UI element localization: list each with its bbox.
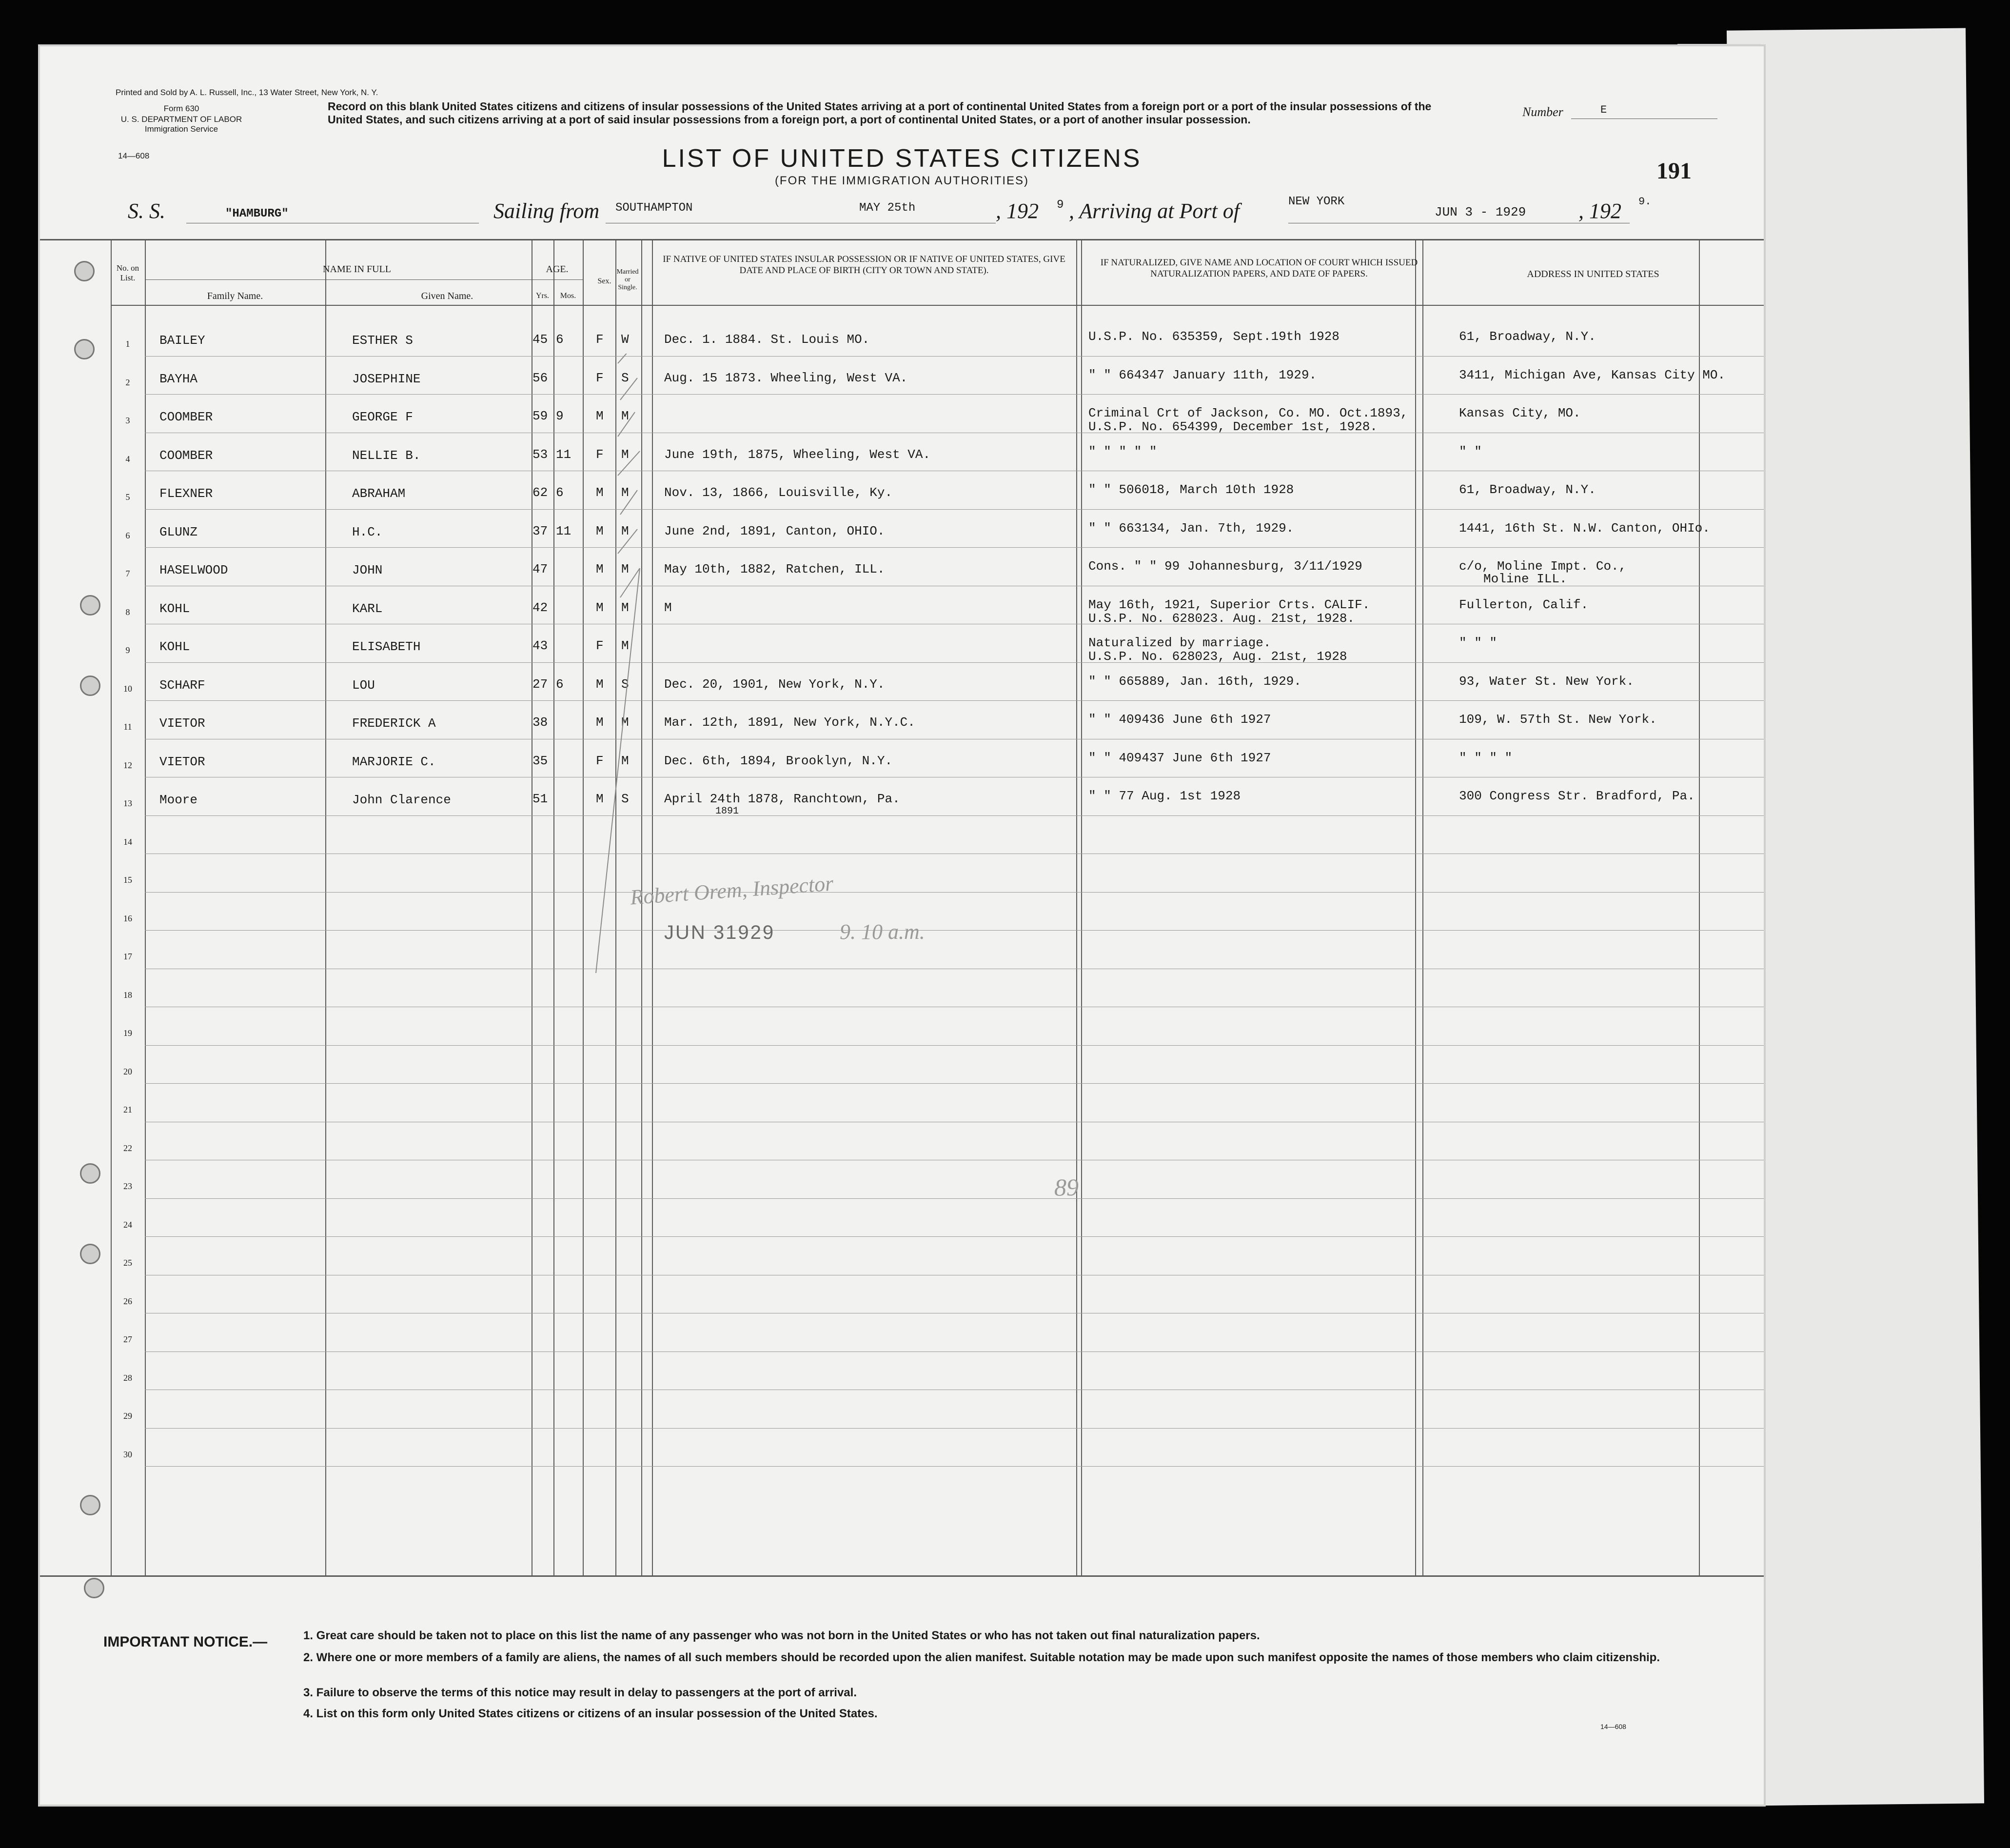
form-code: 14—608: [118, 151, 150, 160]
birth-details: May 10th, 1882, Ratchen, ILL.: [664, 562, 885, 576]
family-name: KOHL: [159, 639, 190, 654]
row-number: 19: [123, 1028, 132, 1038]
page-subtitle: (FOR THE IMMIGRATION AUTHORITIES): [774, 174, 1029, 187]
age-subheader-line: [532, 279, 583, 280]
table-bottom-border: [40, 1575, 1764, 1577]
punch-hole-icon: [80, 595, 100, 616]
sex: M: [596, 792, 604, 806]
inspection-date-stamp: JUN 31929: [664, 922, 775, 943]
address: 61, Broadway, N.Y.: [1459, 482, 1596, 497]
row-rule: [145, 547, 1764, 548]
age-years: 37: [532, 523, 548, 538]
row-rule: [145, 356, 1764, 357]
sailing-date: MAY 25th: [859, 201, 916, 215]
naturalization-details-line2: U.S.P. No. 628023. Aug. 21st, 1928.: [1088, 611, 1355, 626]
family-name: VIETOR: [159, 716, 205, 731]
notice-item-2: 2. Where one or more members of a family are aliens, the names of all such members should be recorded upon the alien manifest. Suitable notation may be made upon such manifest opposite the names of those members who claim citizenship.: [303, 1651, 1660, 1664]
arriving-port: NEW YORK: [1288, 195, 1345, 208]
row-number: 7: [125, 569, 130, 578]
column-divider: [145, 239, 146, 1575]
punch-hole-icon: [80, 1244, 100, 1264]
birth-details: April 24th 1878, Ranchtown, Pa.: [664, 792, 900, 806]
marital-status: M: [621, 753, 629, 768]
address: 61, Broadway, N.Y.: [1459, 329, 1596, 344]
address: c/o, Moline Impt. Co.,: [1459, 559, 1627, 574]
service: Immigration Service: [144, 124, 218, 134]
footer-form-code: 14—608: [1600, 1723, 1626, 1730]
row-number: 25: [123, 1258, 132, 1268]
col-given-header: Given Name.: [421, 291, 473, 301]
arriving-date-stamp: JUN 3 - 1929: [1435, 205, 1526, 219]
age-years: 47: [532, 562, 548, 576]
number-label: Number: [1522, 105, 1563, 119]
row-rule: [145, 1083, 1764, 1084]
col-married-header: Married or Single.: [616, 268, 639, 291]
form-number: Form 630: [163, 104, 199, 113]
marital-status: M: [621, 715, 629, 730]
row-number: 2: [125, 377, 130, 387]
age-months: 11: [556, 523, 571, 538]
family-name: FLEXNER: [159, 486, 213, 501]
marital-status: M: [621, 485, 629, 500]
birth-details: Dec. 6th, 1894, Brooklyn, N.Y.: [664, 753, 893, 768]
row-number: 28: [123, 1372, 132, 1383]
inspector-signature: Robert Orem, Inspector: [629, 871, 834, 910]
naturalization-details: Naturalized by marriage.: [1088, 636, 1271, 650]
col-address-header: ADDRESS IN UNITED STATES: [1527, 269, 1659, 279]
sex: M: [596, 409, 604, 423]
address: " " ": [1459, 636, 1498, 650]
column-divider: [1415, 239, 1416, 1575]
marital-status: M: [621, 409, 629, 423]
family-name: SCHARF: [159, 677, 205, 693]
table-header-bottom: [111, 305, 1764, 306]
row-number: 1: [125, 339, 130, 349]
column-divider: [553, 239, 554, 1575]
row-number: 8: [125, 607, 130, 617]
sex: M: [596, 485, 604, 500]
given-name: JOSEPHINE: [352, 371, 421, 386]
age-years: 43: [532, 638, 548, 653]
col-birth-header: IF NATIVE OF UNITED STATES INSULAR POSSESSION OR IF NATIVE OF UNITED STATES, GIVE DATE AND PLACE OF BIRTH (CITY OR TOWN AND STATE).: [663, 254, 1065, 276]
age-years: 38: [532, 715, 548, 730]
given-name: ELISABETH: [352, 639, 421, 654]
row-rule: [145, 1198, 1764, 1199]
given-name: FREDERICK A: [352, 716, 436, 731]
inspection-time: 9. 10 a.m.: [840, 920, 925, 944]
punch-hole-icon: [74, 339, 95, 359]
naturalization-details: " " 665889, Jan. 16th, 1929.: [1088, 674, 1301, 689]
page-title: LIST OF UNITED STATES CITIZENS: [662, 144, 1142, 173]
address-line2: Moline ILL.: [1483, 572, 1567, 586]
row-number: 3: [125, 416, 130, 425]
birth-details: Nov. 13, 1866, Louisville, Ky.: [664, 485, 893, 500]
given-name: NELLIE B.: [352, 448, 421, 463]
sailing-from: SOUTHAMPTON: [615, 201, 693, 215]
row-number: 12: [123, 760, 132, 770]
given-name: GEORGE F: [352, 410, 413, 424]
birth-details: June 2nd, 1891, Canton, OHIO.: [664, 523, 885, 538]
row-number: 6: [125, 530, 130, 540]
row-rule: [145, 394, 1764, 395]
family-name: BAYHA: [159, 371, 198, 386]
sex: F: [596, 753, 604, 768]
birth-details: June 19th, 1875, Wheeling, West VA.: [664, 447, 931, 462]
row-number: 14: [123, 836, 132, 847]
column-divider: [1422, 239, 1423, 1575]
manifest-page: [40, 46, 1764, 1805]
row-number: 29: [123, 1411, 132, 1421]
family-name: COOMBER: [159, 448, 213, 463]
row-number: 21: [123, 1105, 132, 1114]
row-number: 22: [123, 1143, 132, 1153]
sex: F: [596, 638, 604, 653]
row-rule: [145, 1351, 1764, 1352]
address: 109, W. 57th St. New York.: [1459, 712, 1657, 727]
given-name: MARJORIE C.: [352, 754, 436, 769]
pencil-check-marks: [591, 354, 659, 988]
address: Kansas City, MO.: [1459, 406, 1581, 420]
naturalization-details: Criminal Crt of Jackson, Co. MO. Oct.1893,: [1088, 406, 1408, 420]
naturalization-details-line2: U.S.P. No. 654399, December 1st, 1928.: [1088, 419, 1378, 434]
naturalization-details: " " 409436 June 6th 1927: [1088, 712, 1271, 727]
given-name: LOU: [352, 677, 375, 693]
row-number: 4: [125, 454, 130, 464]
punch-hole-icon: [80, 1495, 100, 1515]
age-years: 42: [532, 600, 548, 615]
sex: M: [596, 715, 604, 730]
address: 93, Water St. New York.: [1459, 674, 1634, 689]
family-name: GLUNZ: [159, 524, 198, 539]
birth-details: M: [664, 600, 672, 615]
row-rule: [145, 892, 1764, 893]
row-number: 5: [125, 492, 130, 502]
family-name: KOHL: [159, 601, 190, 616]
row-number: 11: [123, 722, 132, 732]
birth-details: Dec. 20, 1901, New York, N.Y.: [664, 676, 885, 692]
punch-hole-icon: [74, 261, 95, 281]
given-name: JOHN: [352, 563, 383, 577]
row-rule: [145, 1466, 1764, 1467]
sex: F: [596, 370, 604, 385]
department: U. S. DEPARTMENT OF LABOR: [120, 115, 242, 124]
sex: F: [596, 447, 604, 462]
given-name: KARL: [352, 601, 383, 616]
address: " " " ": [1459, 750, 1513, 765]
col-sex-header: Sex.: [597, 277, 611, 285]
col-name-header: NAME IN FULL: [323, 264, 391, 275]
naturalization-details: " " 506018, March 10th 1928: [1088, 482, 1294, 497]
naturalization-details: " " 409437 June 6th 1927: [1088, 750, 1271, 765]
punch-hole-icon: [80, 1163, 100, 1184]
given-name: John Clarence: [352, 793, 451, 807]
arriving-year-prefix: , 192: [1578, 199, 1621, 223]
row-number: 10: [123, 683, 132, 694]
marital-status: M: [621, 447, 629, 462]
record-instructions: Record on this blank United States citizens and citizens of insular possessions of the United States arriving at a port of continental United States from a foreign port or a port of the insular possessions of the United States, and such citizens arriving at a port of said insular possessions from a foreign port, a port of continental United States, or a port of another insular possession.: [328, 100, 1432, 126]
row-number: 15: [123, 875, 132, 885]
family-name: VIETOR: [159, 754, 205, 769]
address: Fullerton, Calif.: [1459, 597, 1589, 612]
column-divider: [1076, 239, 1077, 1575]
marital-status: S: [621, 370, 629, 385]
printer-line: Printed and Sold by A. L. Russell, Inc., 13 Water Street, New York, N. Y.: [116, 88, 378, 97]
row-number: 23: [123, 1181, 132, 1191]
naturalization-details: U.S.P. No. 635359, Sept.19th 1928: [1088, 329, 1340, 344]
back-sheet: [1727, 28, 1984, 1806]
birth-details: Dec. 1. 1884. St. Louis MO.: [664, 332, 870, 347]
notice-item-4: 4. List on this form only United States citizens or citizens of an insular possession of the United States.: [303, 1707, 878, 1720]
family-name: COOMBER: [159, 410, 213, 424]
name-subheader-line: [145, 279, 569, 280]
notice-heading: IMPORTANT NOTICE.—: [103, 1634, 268, 1650]
row-rule: [145, 1236, 1764, 1237]
col-yrs-header: Yrs.: [535, 292, 550, 300]
sex: M: [596, 600, 604, 615]
ss-label: S. S.: [128, 199, 165, 223]
row-rule: [145, 1045, 1764, 1046]
age-months: 9: [556, 409, 564, 423]
age-years: 53: [532, 447, 548, 462]
table-top-border: [40, 239, 1764, 240]
family-name: HASELWOOD: [159, 563, 228, 577]
row-number: 27: [123, 1334, 132, 1344]
family-name: Moore: [159, 793, 198, 807]
birth-year-correction: 1891: [715, 806, 739, 817]
notice-item-3: 3. Failure to observe the terms of this notice may result in delay to passengers at the port of arrival.: [303, 1686, 857, 1699]
column-divider: [325, 239, 326, 1575]
row-number: 20: [123, 1066, 132, 1076]
row-number: 13: [123, 798, 132, 808]
naturalization-details: Cons. " " 99 Johannesburg, 3/11/1929: [1088, 559, 1362, 574]
given-name: ABRAHAM: [352, 486, 406, 501]
number-value: E: [1600, 104, 1607, 116]
age-months: 6: [556, 332, 564, 347]
naturalization-details-line2: U.S.P. No. 628023, Aug. 21st, 1928: [1088, 649, 1347, 664]
arriving-year: 9.: [1638, 196, 1652, 208]
naturalization-details: " " 77 Aug. 1st 1928: [1088, 789, 1241, 803]
col-naturalized-header: IF NATURALIZED, GIVE NAME AND LOCATION OF COURT WHICH ISSUED NATURALIZATION PAPERS, AND DATE OF PAPERS.: [1100, 258, 1418, 279]
col-family-header: Family Name.: [207, 291, 263, 301]
age-years: 59: [532, 409, 548, 423]
age-months: 11: [556, 447, 571, 462]
address: 300 Congress Str. Bradford, Pa.: [1459, 789, 1695, 803]
age-years: 35: [532, 753, 548, 768]
page-number: 191: [1656, 158, 1692, 184]
naturalization-details: " " 663134, Jan. 7th, 1929.: [1088, 520, 1294, 536]
age-years: 51: [532, 792, 548, 806]
row-rule: [145, 930, 1764, 931]
naturalization-details: " " 664347 January 11th, 1929.: [1088, 367, 1317, 382]
given-name: ESTHER S: [352, 333, 413, 348]
age-years: 56: [532, 370, 548, 385]
row-rule: [145, 700, 1764, 701]
birth-details: Aug. 15 1873. Wheeling, West VA.: [664, 370, 908, 385]
birth-details: Mar. 12th, 1891, New York, N.Y.C.: [664, 715, 915, 730]
marital-status: S: [621, 792, 629, 806]
arriving-label: , Arriving at Port of: [1069, 199, 1240, 223]
sailing-year-prefix: , 192: [996, 199, 1039, 223]
col-mos-header: Mos.: [560, 292, 576, 300]
column-divider: [583, 239, 584, 1575]
sailing-label: Sailing from: [493, 199, 600, 223]
marital-status: M: [621, 638, 629, 653]
address: 3411, Michigan Ave, Kansas City MO.: [1459, 367, 1726, 382]
row-number: 30: [123, 1449, 132, 1459]
column-divider: [1699, 239, 1700, 1575]
marital-status: S: [621, 676, 629, 692]
age-months: 6: [556, 676, 564, 692]
marital-status: M: [621, 562, 629, 576]
column-divider: [1081, 239, 1082, 1575]
sex: M: [596, 562, 604, 576]
row-number: 17: [123, 952, 132, 961]
row-rule: [145, 509, 1764, 510]
sex: F: [596, 332, 604, 347]
row-rule: [145, 662, 1764, 663]
address: " ": [1459, 444, 1482, 459]
sailing-year: 9: [1057, 199, 1064, 212]
row-number: 18: [123, 990, 132, 1000]
notice-item-1: 1. Great care should be taken not to place on this list the name of any passenger who was not born in the United States or who has not taken out final naturalization papers.: [303, 1629, 1260, 1642]
naturalization-details: May 16th, 1921, Superior Crts. CALIF.: [1088, 597, 1370, 612]
punch-hole-icon: [84, 1578, 104, 1598]
col-age-header: AGE.: [546, 264, 569, 275]
family-name: BAILEY: [159, 333, 205, 348]
age-years: 45: [532, 332, 548, 347]
naturalization-details: " " " " ": [1088, 444, 1157, 459]
marital-status: W: [621, 332, 629, 347]
address: 1441, 16th St. N.W. Canton, OHIo.: [1459, 520, 1710, 536]
col-no-header: No. on List.: [116, 263, 139, 282]
punch-hole-icon: [80, 676, 100, 696]
age-years: 62: [532, 485, 548, 500]
row-rule: [145, 1428, 1764, 1429]
marital-status: M: [621, 600, 629, 615]
age-years: 27: [532, 676, 548, 692]
row-rule: [145, 815, 1764, 816]
row-number: 24: [123, 1219, 132, 1230]
row-number: 16: [123, 913, 132, 923]
marital-status: M: [621, 523, 629, 538]
ship-name: "HAMBURG": [225, 207, 289, 220]
given-name: H.C.: [352, 524, 383, 539]
age-months: 6: [556, 485, 564, 500]
sex: M: [596, 523, 604, 538]
sex: M: [596, 676, 604, 692]
pencil-mark: 89: [1054, 1173, 1079, 1201]
row-number: 9: [125, 645, 130, 655]
row-number: 26: [123, 1296, 132, 1306]
